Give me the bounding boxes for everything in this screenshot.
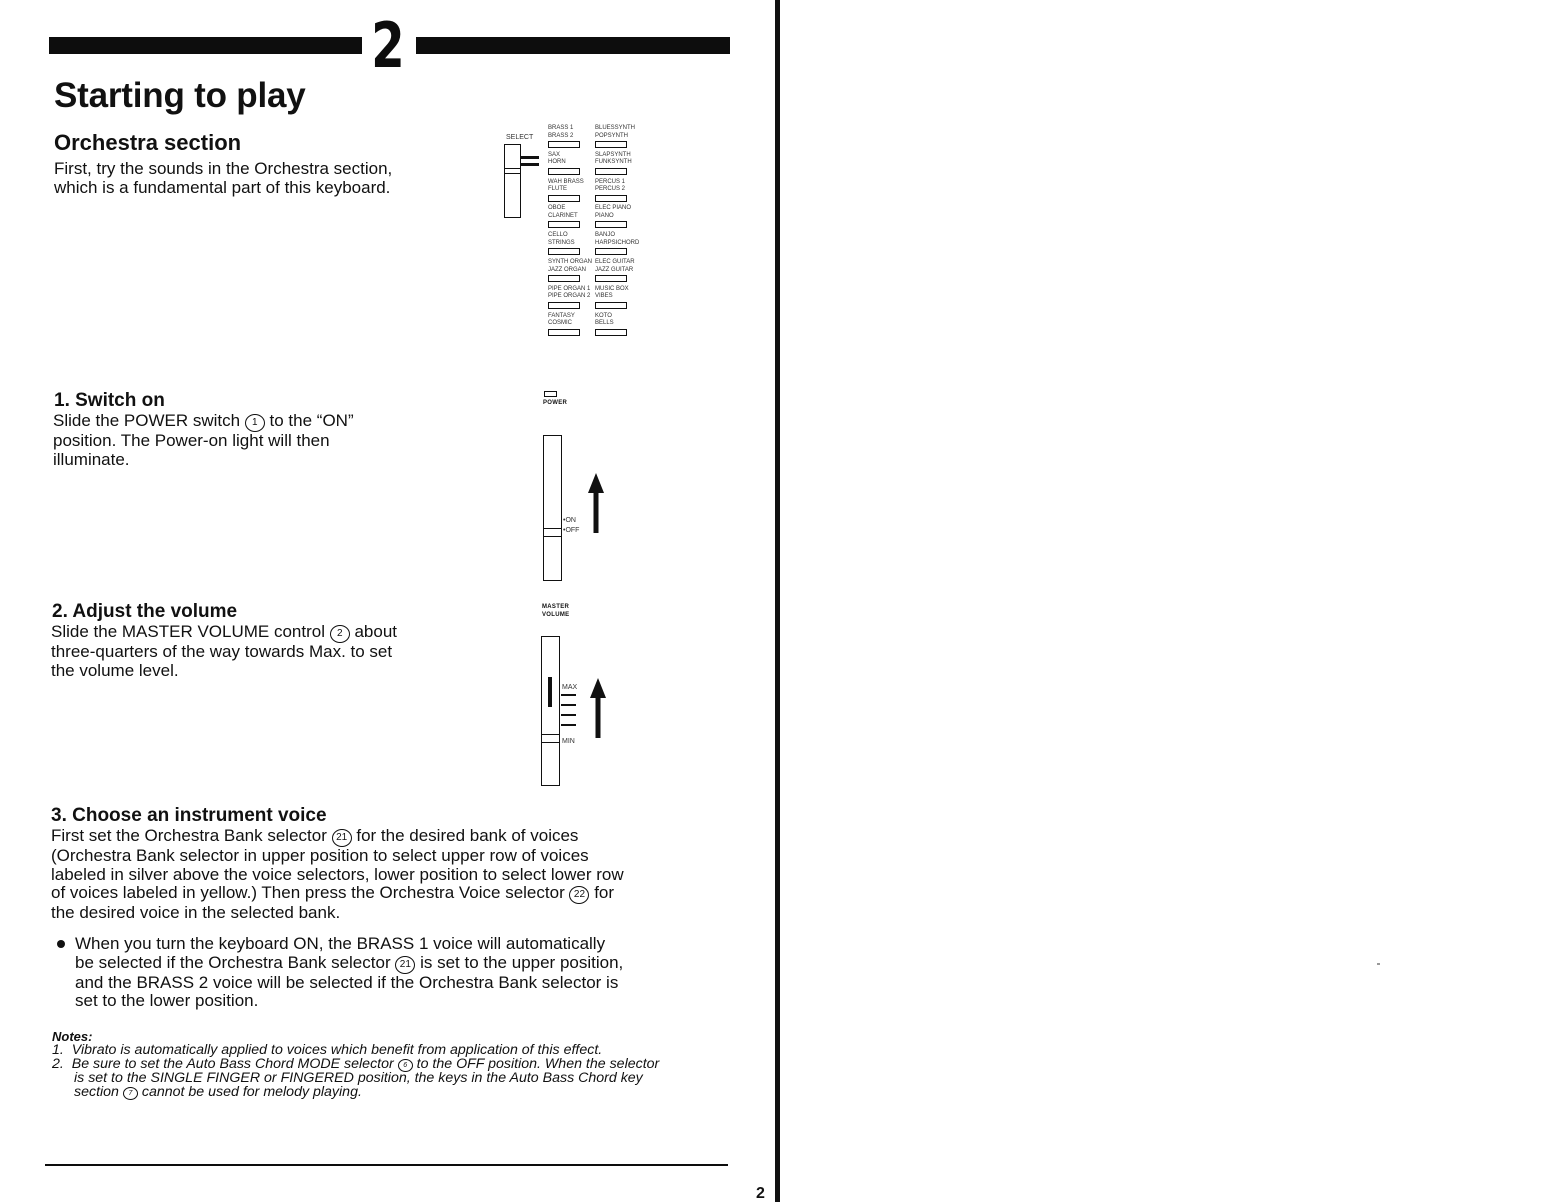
off-label: •OFF bbox=[563, 527, 580, 534]
voice-button bbox=[548, 275, 580, 282]
step3-heading: 3. Choose an instrument voice bbox=[51, 805, 327, 826]
power-slider-knob bbox=[544, 528, 561, 537]
voice-label: JAZZ GUITAR bbox=[595, 266, 634, 273]
voice-label: WAH BRASS bbox=[548, 178, 584, 185]
orchestra-text: First, try the sounds in the Orchestra section, which is a fundamental part of this keyboard. bbox=[54, 159, 393, 197]
selector-marks bbox=[521, 156, 539, 159]
power-light bbox=[544, 391, 557, 397]
voice-button bbox=[548, 302, 580, 309]
voice-label: BRASS 2 bbox=[548, 132, 574, 139]
volume-fill-indicator bbox=[548, 677, 552, 707]
voice-label: PIPE ORGAN 2 bbox=[548, 293, 591, 300]
voice-label: PERCUS 2 bbox=[595, 186, 626, 193]
ref-2-marker: 2 bbox=[330, 625, 350, 643]
voice-button bbox=[595, 275, 627, 282]
voice-label: FLUTE bbox=[548, 186, 568, 193]
chapter-number: 2 bbox=[371, 9, 405, 82]
voice-panel-illustration bbox=[498, 122, 648, 347]
voice-label: PIANO bbox=[595, 212, 614, 219]
power-slider-track bbox=[543, 435, 562, 581]
step3-text: First set the Orchestra Bank selector 21 for the desired bank of voices (Orchestra Bank selector in upper position to select upper row of voices labeled in silver above the voice selectors, lower position to select lower row of voices labeled in yellow.) Then press the Orchestra Voice selector 22 for the desired voice in the selected bank. bbox=[51, 826, 624, 922]
bank-selector bbox=[504, 144, 521, 218]
bullet-text: When you turn the keyboard ON, the BRASS 1 voice will automatically be selected if the Orchestra Bank selector 21 is set to the upper position, and the BRASS 2 voice will be selected if the Orchestra Bank selector is set to the lower position. bbox=[75, 934, 624, 1010]
volume-label: VOLUME bbox=[542, 612, 570, 618]
voice-button bbox=[548, 168, 580, 175]
voice-label: VIBES bbox=[595, 293, 613, 300]
ref-22-marker: 22 bbox=[569, 886, 589, 904]
step1-text: Slide the POWER switch 1 to the “ON” position. The Power-on light will then illuminate. bbox=[53, 411, 354, 469]
step2-heading: 2. Adjust the volume bbox=[52, 601, 238, 622]
voice-button bbox=[595, 195, 627, 202]
voice-label: MUSIC BOX bbox=[595, 285, 629, 292]
voice-label: SYNTH ORGAN bbox=[548, 259, 593, 265]
voice-label: CLARINET bbox=[548, 212, 578, 219]
voice-label: ELEC PIANO bbox=[595, 205, 632, 212]
voice-label: PIPE ORGAN 1 bbox=[548, 285, 591, 292]
page-number: 2 bbox=[756, 1185, 765, 1202]
voice-label: STRINGS bbox=[548, 239, 575, 246]
voice-label: POPSYNTH bbox=[595, 132, 629, 139]
volume-slider-knob bbox=[542, 734, 559, 743]
voice-button bbox=[548, 141, 580, 148]
master-volume-illustration bbox=[540, 600, 620, 790]
header-rule-left bbox=[49, 37, 362, 54]
voice-button bbox=[548, 221, 580, 228]
ref-6-marker: 6 bbox=[398, 1059, 413, 1072]
ref-1-marker: 1 bbox=[245, 414, 265, 432]
voice-label: BRASS 1 bbox=[548, 125, 574, 131]
voice-label: SAX bbox=[548, 151, 561, 158]
voice-label: HARPSICHORD bbox=[595, 239, 640, 246]
ref-21-marker: 21 bbox=[395, 956, 415, 974]
volume-slider-track bbox=[541, 636, 560, 786]
voice-label: OBOE bbox=[548, 205, 566, 212]
master-label: MASTER bbox=[542, 604, 570, 610]
page-title: Starting to play bbox=[54, 76, 306, 115]
voice-label: FUNKSYNTH bbox=[595, 159, 632, 166]
min-label: MIN bbox=[562, 738, 575, 745]
note-2: 2. Be sure to set the Auto Bass Chord MODE selector 6 to the OFF position. When the selector is set to the SINGLE FINGER or FINGERED position, the keys in the Auto Bass Chord key section 7 cannot be used for melody playing. bbox=[52, 1056, 660, 1100]
on-label: •ON bbox=[563, 517, 576, 524]
up-arrow-icon bbox=[588, 473, 604, 533]
bullet-dot bbox=[57, 940, 65, 948]
voice-button bbox=[595, 141, 627, 148]
ref-21-marker: 21 bbox=[332, 829, 352, 847]
select-label: SELECT bbox=[506, 134, 534, 141]
voice-button bbox=[548, 248, 580, 255]
page-gutter-line bbox=[775, 0, 780, 1202]
voice-label: JAZZ ORGAN bbox=[548, 266, 587, 273]
note-1: 1. Vibrato is automatically applied to voices which benefit from application of this effect. bbox=[52, 1042, 603, 1058]
step1-heading: 1. Switch on bbox=[54, 390, 165, 411]
stray-mark bbox=[1377, 963, 1380, 965]
voice-label: BELLS bbox=[595, 320, 614, 327]
step2-text: Slide the MASTER VOLUME control 2 about three-quarters of the way towards Max. to set the volume level. bbox=[51, 622, 397, 680]
voice-button bbox=[595, 248, 627, 255]
voice-button bbox=[548, 195, 580, 202]
voice-label: BANJO bbox=[595, 232, 616, 239]
voice-label: ELEC GUITAR bbox=[595, 259, 635, 265]
power-switch-illustration bbox=[540, 388, 620, 588]
voice-button bbox=[595, 302, 627, 309]
footer-rule bbox=[45, 1164, 728, 1166]
voice-label: BLUESSYNTH bbox=[595, 125, 636, 131]
voice-label: HORN bbox=[548, 159, 566, 166]
voice-label: FANTASY bbox=[548, 312, 575, 319]
voice-button bbox=[595, 168, 627, 175]
power-label: POWER bbox=[543, 400, 568, 406]
voice-button bbox=[595, 221, 627, 228]
header-rule-right bbox=[416, 37, 730, 54]
max-label: MAX bbox=[562, 684, 578, 691]
orchestra-heading: Orchestra section bbox=[54, 130, 242, 155]
voice-label: PERCUS 1 bbox=[595, 178, 626, 185]
ref-7-marker: 7 bbox=[123, 1087, 138, 1100]
voice-label: SLAPSYNTH bbox=[595, 151, 631, 158]
voice-label: COSMIC bbox=[548, 320, 572, 327]
voice-button bbox=[548, 329, 580, 336]
voice-button bbox=[595, 329, 627, 336]
up-arrow-icon bbox=[590, 678, 606, 738]
tick-marks bbox=[561, 694, 577, 734]
voice-label: KOTO bbox=[595, 312, 612, 319]
notes-heading: Notes: bbox=[52, 1029, 93, 1044]
voice-label: CELLO bbox=[548, 232, 568, 239]
